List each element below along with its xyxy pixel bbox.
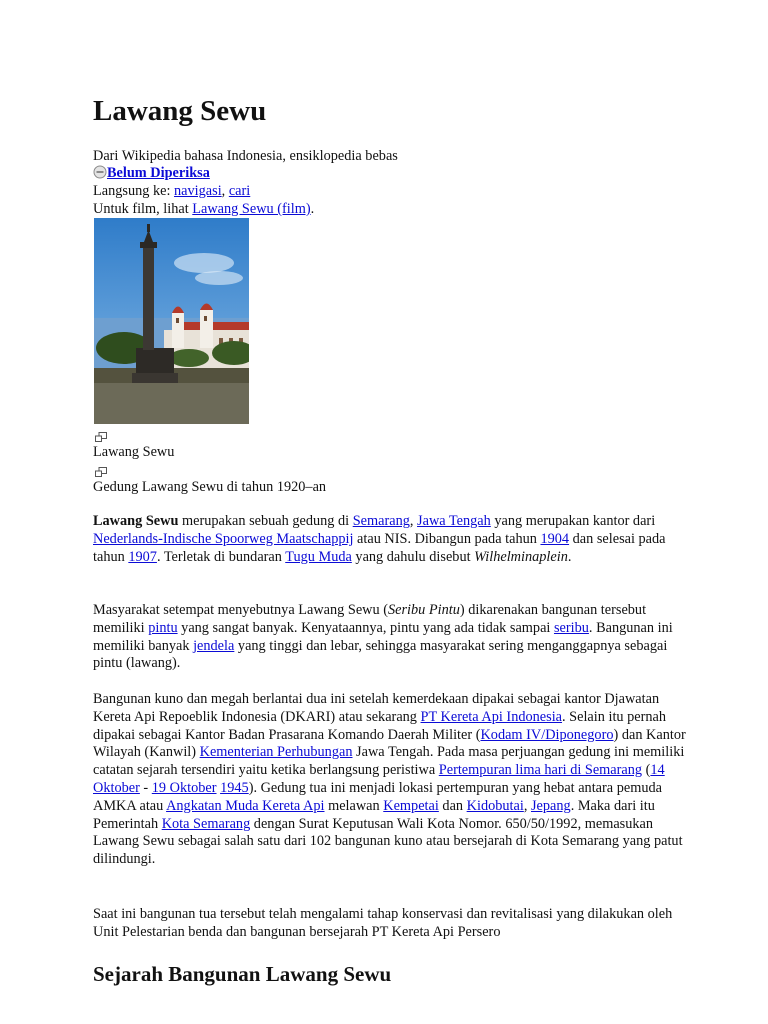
- body-text: ,: [409, 513, 418, 529]
- inline-link[interactable]: Nederlands-Indische Spoorweg Maatschappij: [93, 530, 354, 547]
- body-text: ,: [523, 797, 531, 814]
- body-text: yang dahulu disebut: [351, 548, 475, 565]
- image-caption: Lawang Sewu: [93, 444, 175, 460]
- body-text: . Selain itu pernah dipakai sebagai Kantor Badan Prasarana Komando Daerah Militer (: [93, 708, 667, 743]
- inline-link[interactable]: Pertempuran lima hari di Semarang: [438, 762, 643, 779]
- section-heading: Sejarah Bangunan Lawang Sewu: [93, 962, 392, 986]
- jump-to: [93, 182, 250, 200]
- magnify-icon[interactable]: [95, 467, 107, 477]
- body-text: yang tinggi dan lebar, sehingga masyarakat sering menganggapnya sebagai pintu (lawang).: [93, 637, 668, 672]
- body-text: Bangunan kuno dan megah berlantai dua ini setelah kemerdekaan dipakai sebagai kantor Djawatan Kereta Api Repoeblik Indonesia (DKARI) atau sekarang: [93, 691, 660, 725]
- image-caption: Gedung Lawang Sewu di tahun 1920–an: [93, 479, 327, 495]
- body-text: dengan Surat Keputusan Wali Kota Nomor. 650/50/1992, memasukan Lawang Sewu sebagai salah satu dari 102 bangunan kuno atau bersejarah di Kota Semarang yang patut dilindungi.: [93, 815, 683, 868]
- paragraph-name-origin: [93, 602, 688, 673]
- italic-term: Seribu Pintu: [387, 602, 460, 618]
- inline-link[interactable]: Kota Semarang: [161, 815, 251, 832]
- body-text: .: [567, 548, 572, 565]
- jump-separator: ,: [221, 183, 226, 199]
- body-text: . Bangunan ini memiliki banyak: [93, 619, 673, 654]
- inline-link[interactable]: 1907: [128, 548, 157, 565]
- magnify-icon[interactable]: [95, 432, 107, 442]
- inline-link[interactable]: Kementerian Perhubungan: [199, 744, 353, 761]
- inline-link[interactable]: 1904: [540, 530, 570, 547]
- review-status-link[interactable]: Belum Diperiksa: [107, 165, 210, 181]
- body-text: melawan: [324, 797, 384, 814]
- body-text: atau NIS. Dibangun pada tahun: [353, 530, 541, 547]
- body-text: ) dikarenakan bangunan tersebut memiliki: [93, 602, 647, 636]
- inline-link[interactable]: jendela: [193, 637, 235, 654]
- inline-link[interactable]: Tugu Muda: [285, 548, 352, 565]
- body-text: -: [139, 779, 152, 796]
- body-text: (: [642, 762, 651, 779]
- hatnote-film-link[interactable]: Lawang Sewu (film): [192, 201, 311, 217]
- jump-to-label: Langsung ke:: [93, 183, 171, 199]
- inline-link[interactable]: 14 Oktober: [93, 762, 665, 796]
- body-text: ). Gedung tua ini menjadi lokasi pertempuran yang hebat antara pemuda AMKA atau: [93, 779, 662, 814]
- body-text: ) dan Kantor Wilayah (Kanwil): [93, 726, 686, 761]
- inline-link[interactable]: pintu: [148, 619, 178, 636]
- body-text: merupakan sebuah gedung di: [178, 513, 353, 529]
- page-title: Lawang Sewu: [93, 95, 267, 127]
- lawang-sewu-photo[interactable]: [94, 218, 249, 424]
- italic-term: Wilhelminaplein: [474, 548, 568, 565]
- inline-link[interactable]: 1945: [220, 779, 249, 796]
- hatnote: [93, 200, 314, 218]
- inline-link[interactable]: seribu: [553, 619, 589, 636]
- hatnote-text: Untuk film, lihat: [93, 201, 189, 217]
- body-text: dan selesai pada tahun: [93, 530, 666, 565]
- inline-link[interactable]: Angkatan Muda Kereta Api: [166, 797, 325, 814]
- inline-link[interactable]: Jepang: [530, 797, 571, 814]
- inline-link[interactable]: Kidobutai: [466, 797, 524, 814]
- review-status-icon: [93, 165, 107, 179]
- inline-link[interactable]: Kempetai: [383, 797, 439, 814]
- body-text: . Maka dari itu Pemerintah: [93, 797, 655, 832]
- body-text: Saat ini bangunan tua tersebut telah mengalami tahap konservasi dan revitalisasi yang dilakukan oleh Unit Pelestarian benda dan bangunan bersejarah PT Kereta Api Persero: [93, 906, 673, 940]
- inline-link[interactable]: Jawa Tengah: [417, 513, 491, 529]
- bold-term: Lawang Sewu: [93, 513, 179, 529]
- body-text: . Terletak di bundaran: [156, 548, 286, 565]
- body-text: Masyarakat setempat menyebutnya Lawang Sewu (: [93, 602, 388, 618]
- hatnote-period: .: [310, 201, 315, 217]
- body-text: yang sangat banyak. Kenyataannya, pintu yang ada tidak sampai: [177, 619, 554, 636]
- jump-search-link[interactable]: cari: [228, 183, 251, 199]
- body-text: Jawa Tengah. Pada masa perjuangan gedung ini memiliki catatan sejarah tersendiri yaitu ketika berlangsung peristiwa: [93, 744, 685, 779]
- inline-link[interactable]: PT Kereta Api Indonesia: [420, 708, 563, 725]
- jump-navigation-link[interactable]: navigasi: [174, 183, 222, 199]
- body-text: yang merupakan kantor dari: [490, 513, 656, 529]
- paragraph-conservation: [93, 906, 688, 942]
- review-status: [93, 164, 210, 182]
- inline-link[interactable]: 19 Oktober: [151, 779, 217, 796]
- body-text: dan: [438, 797, 467, 814]
- inline-link[interactable]: Semarang: [352, 513, 410, 529]
- inline-link[interactable]: Kodam IV/Diponegoro: [480, 726, 614, 743]
- site-tagline: Dari Wikipedia bahasa Indonesia, ensiklopedia bebas: [93, 148, 398, 164]
- paragraph-intro: [93, 513, 688, 566]
- paragraph-history: [93, 691, 688, 869]
